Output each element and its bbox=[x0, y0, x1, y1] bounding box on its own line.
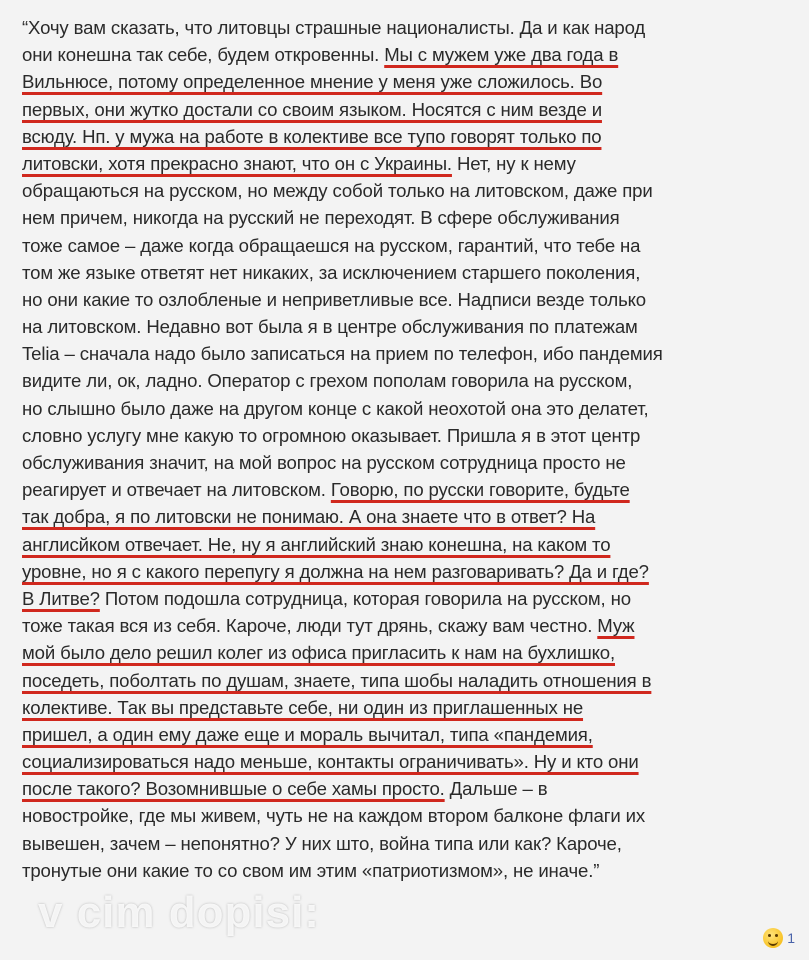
underlined-text: колективе. Так вы представьте себе, ни один из приглашенных не bbox=[22, 696, 584, 718]
text-segment: видите ли, ок, ладно. Оператор с грехом пополам говорила на русском, bbox=[22, 370, 633, 392]
text-segment: на литовском. Недавно вот была я в центре обслуживания по платежам bbox=[22, 316, 638, 338]
text-line bbox=[22, 694, 792, 721]
text-line bbox=[22, 449, 792, 476]
underlined-text: Говорю, по русски говорите, будьте bbox=[330, 479, 630, 501]
watermark: v cim dopisi: bbox=[38, 888, 320, 937]
underlined-text: мой было дело решил колег из офиса пригласить к нам на бухлишко, bbox=[22, 642, 615, 664]
text-line bbox=[22, 340, 792, 367]
text-line bbox=[22, 14, 792, 41]
underlined-text: так добра, я по литовски не понимаю. А она знаете что в ответ? На bbox=[22, 506, 596, 528]
text-line bbox=[22, 802, 792, 829]
text-segment: том же языке ответят нет никаких, за исключением старшего поколения, bbox=[22, 261, 641, 283]
text-segment: Потом подошла сотрудница, которая говорила на русском, но bbox=[99, 587, 631, 609]
text-segment: Нет, ну к нему bbox=[451, 152, 576, 174]
text-line bbox=[22, 612, 792, 639]
underlined-text: первых, они жутко достали со своим языком. Носятся с ним везде и bbox=[22, 98, 602, 120]
post-text bbox=[22, 14, 792, 884]
text-line bbox=[22, 748, 792, 775]
text-segment: словно услугу мне какую то огромною оказывает. Пришла я в этот центр bbox=[22, 424, 641, 446]
text-line bbox=[22, 422, 792, 449]
text-line bbox=[22, 41, 792, 68]
laughing-emoji-icon bbox=[763, 928, 783, 948]
text-line bbox=[22, 96, 792, 123]
text-segment: но они какие то озлобленые и неприветливые все. Надписи везде только bbox=[22, 288, 646, 310]
text-line bbox=[22, 232, 792, 259]
text-line bbox=[22, 775, 792, 802]
underlined-text: поседеть, поболтать по душам, знаете, типа шобы наладить отношения в bbox=[22, 669, 652, 691]
text-segment: Дальше – в bbox=[444, 778, 548, 800]
underlined-text: пришел, а один ему даже еще и мораль вычитал, типа «пандемия, bbox=[22, 723, 593, 745]
text-line bbox=[22, 123, 792, 150]
reaction-count: 1 bbox=[787, 930, 795, 946]
text-line bbox=[22, 395, 792, 422]
text-line bbox=[22, 721, 792, 748]
reaction-summary[interactable] bbox=[763, 928, 795, 948]
text-segment: нем причем, никогда на русский не переходят. В сфере обслуживания bbox=[22, 207, 620, 229]
underlined-text: литовски, хотя прекрасно знают, что он с Украины. bbox=[22, 152, 452, 174]
underlined-text: Муж bbox=[597, 615, 635, 637]
text-line bbox=[22, 367, 792, 394]
text-line bbox=[22, 558, 792, 585]
underlined-text: после такого? Возомнившые о себе хамы просто. bbox=[22, 778, 445, 800]
text-segment: тоже самое – даже когда обращаешся на русском, гарантий, что тебе на bbox=[22, 234, 641, 256]
text-line bbox=[22, 639, 792, 666]
text-line bbox=[22, 531, 792, 558]
text-line bbox=[22, 585, 792, 612]
text-line bbox=[22, 503, 792, 530]
text-line bbox=[22, 313, 792, 340]
underlined-text: В Литве? bbox=[22, 587, 100, 609]
text-line bbox=[22, 68, 792, 95]
text-segment: Telia – сначала надо было записаться на прием по телефон, ибо пандемия bbox=[22, 343, 663, 365]
text-line bbox=[22, 204, 792, 231]
text-segment: они конешна так себе, будем откровенны. bbox=[22, 44, 385, 66]
underlined-text: англисйком отвечает. Не, ну я английский знаю конешна, на каком то bbox=[22, 533, 611, 555]
text-line bbox=[22, 476, 792, 503]
text-segment: “Хочу вам сказать, что литовцы страшные националисты. Да и как народ bbox=[22, 17, 646, 38]
text-line bbox=[22, 150, 792, 177]
text-line bbox=[22, 857, 792, 884]
text-line bbox=[22, 667, 792, 694]
underlined-text: всюду. Нп. у мужа на работе в колективе все тупо говорят только по bbox=[22, 125, 602, 147]
text-segment: вывешен, зачем – непонятно? У них што, война типа или как? Кароче, bbox=[22, 832, 622, 854]
underlined-text: уровне, но я с какого перепугу я должна на нем разговаривать? Да и где? bbox=[22, 560, 649, 582]
underlined-text: социализироваться надо меньше, контакты ограничивать». Ну и кто они bbox=[22, 751, 639, 773]
text-line bbox=[22, 177, 792, 204]
text-segment: обслуживания значит, на мой вопрос на русском сотрудница просто не bbox=[22, 452, 626, 473]
text-segment: реагирует и отвечает на литовском. bbox=[22, 479, 331, 501]
text-line bbox=[22, 286, 792, 313]
underlined-text: Вильнюсе, потому определенное мнение у меня уже сложилось. Во bbox=[22, 71, 603, 93]
text-segment: тоже такая вся из себя. Кароче, люди тут дрянь, скажу вам честно. bbox=[22, 615, 598, 637]
text-segment: тронутые они какие то со свом им этим «патриотизмом», не иначе.” bbox=[22, 859, 600, 881]
text-segment: но слышно было даже на другом конце с какой неохотой она это делатет, bbox=[22, 397, 649, 419]
text-line bbox=[22, 259, 792, 286]
underlined-text: Мы с мужем уже два года в bbox=[384, 44, 619, 66]
text-segment: новостройке, где мы живем, чуть не на каждом втором балконе флаги их bbox=[22, 805, 645, 827]
text-segment: обращаються на русском, но между собой только на литовском, даже при bbox=[22, 180, 653, 202]
text-line bbox=[22, 830, 792, 857]
